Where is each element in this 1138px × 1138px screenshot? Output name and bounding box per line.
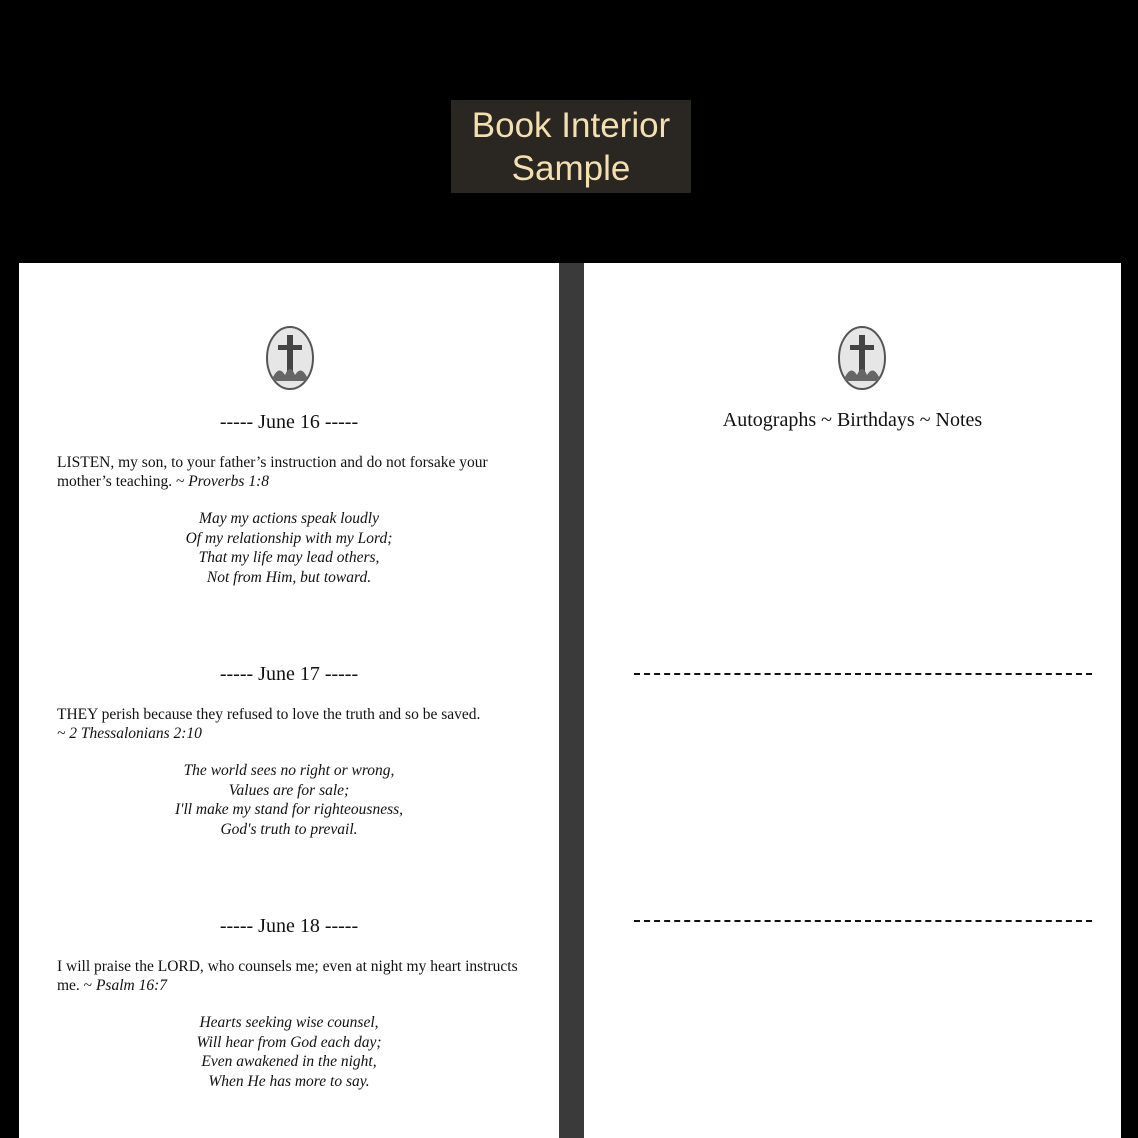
verse-reference: Proverbs 1:8	[188, 473, 270, 490]
poem-line: Hearts seeking wise counsel,	[199, 1014, 379, 1031]
left-page	[19, 263, 559, 1138]
poem-line: When He has more to say.	[208, 1072, 370, 1090]
poem-line: Of my relationship with my Lord;	[185, 529, 393, 547]
poem-line: I'll make my stand for righteousness,	[174, 801, 404, 818]
verse-text: LISTEN, my son, to your father’s instruction and do not forsake your mother’s teaching. ~	[57, 454, 488, 490]
poem-line: God's truth to prevail.	[220, 820, 358, 838]
right-page	[584, 263, 1121, 1138]
verse-text: THEY perish because they refused to love the truth and so be saved.	[57, 706, 481, 723]
entry-verse	[57, 453, 527, 491]
entry-verse	[57, 957, 527, 995]
verse-reference: Psalm 16:7	[95, 977, 167, 994]
entry-date: ----- June 18 -----	[219, 915, 359, 937]
entry-date: ----- June 17 -----	[219, 663, 359, 685]
cross-emblem-icon	[265, 325, 315, 391]
book-spine	[559, 263, 584, 1138]
entry-date: ----- June 16 -----	[219, 411, 359, 433]
entry-poem	[19, 1013, 559, 1091]
notes-page-title: Autographs ~ Birthdays ~ Notes	[722, 409, 983, 431]
poem-line: That my life may lead others,	[198, 549, 380, 566]
poem-line: Values are for sale;	[228, 781, 350, 799]
verse-text: I will praise the LORD, who counsels me; even at night my heart instructs me. ~	[57, 958, 518, 994]
entry-poem	[19, 761, 559, 839]
entry-poem	[19, 509, 559, 587]
cross-emblem-icon	[837, 325, 887, 391]
poem-line: Even awakened in the night,	[201, 1053, 377, 1070]
poem-line: May my actions speak loudly	[199, 510, 379, 527]
banner-title	[451, 100, 691, 193]
poem-line: Will hear from God each day;	[196, 1033, 382, 1051]
poem-line: The world sees no right or wrong,	[183, 762, 395, 779]
notes-divider	[634, 673, 1092, 675]
verse-reference: ~ 2 Thessalonians 2:10	[57, 725, 202, 742]
banner-line-2: Sample	[511, 148, 631, 188]
poem-line: Not from Him, but toward.	[206, 568, 372, 586]
banner-line-1: Book Interior	[471, 105, 671, 145]
notes-divider	[634, 920, 1092, 922]
entry-verse	[57, 705, 527, 743]
